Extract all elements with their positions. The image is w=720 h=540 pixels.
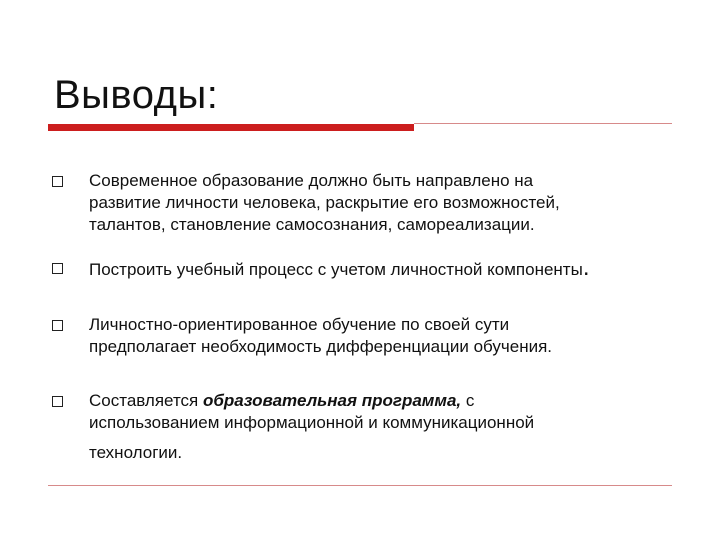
- list-item-suffix: с: [461, 391, 475, 410]
- list-item-text: Построить учебный процесс с учетом личностной компоненты: [89, 260, 583, 279]
- list-item: [89, 314, 669, 358]
- title-accent-rule: [48, 124, 414, 131]
- list-item-emphasis: образовательная программа,: [202, 391, 462, 410]
- slide-title: Выводы:: [54, 73, 219, 117]
- list-item-line: Личностно-ориентированное обучение по своей сути: [89, 315, 510, 334]
- list-item: [89, 254, 669, 281]
- title-thin-rule: [414, 123, 672, 124]
- hollow-square-bullet-icon: [52, 396, 63, 407]
- list-item-line: предполагает необходимость дифференциации обучения.: [89, 337, 553, 356]
- hollow-square-bullet-icon: [52, 320, 63, 331]
- list-item-prefix: Составляется: [89, 391, 203, 410]
- list-item-line: развитие личности человека, раскрытие его возможностей,: [89, 193, 560, 212]
- list-item-line: [89, 390, 669, 412]
- list-item-end-mark: .: [582, 254, 590, 281]
- list-item-line: использованием информационной и коммуникационной: [89, 413, 535, 432]
- bottom-thin-rule: [48, 485, 672, 486]
- list-item-line: технологии.: [89, 443, 183, 462]
- hollow-square-bullet-icon: [52, 263, 63, 274]
- list-item: [89, 390, 669, 464]
- list-item-line: Современное образование должно быть направлено на: [89, 171, 534, 190]
- list-item: [89, 170, 669, 236]
- list-item-line: талантов, становление самосознания, самореализации.: [89, 215, 535, 234]
- hollow-square-bullet-icon: [52, 176, 63, 187]
